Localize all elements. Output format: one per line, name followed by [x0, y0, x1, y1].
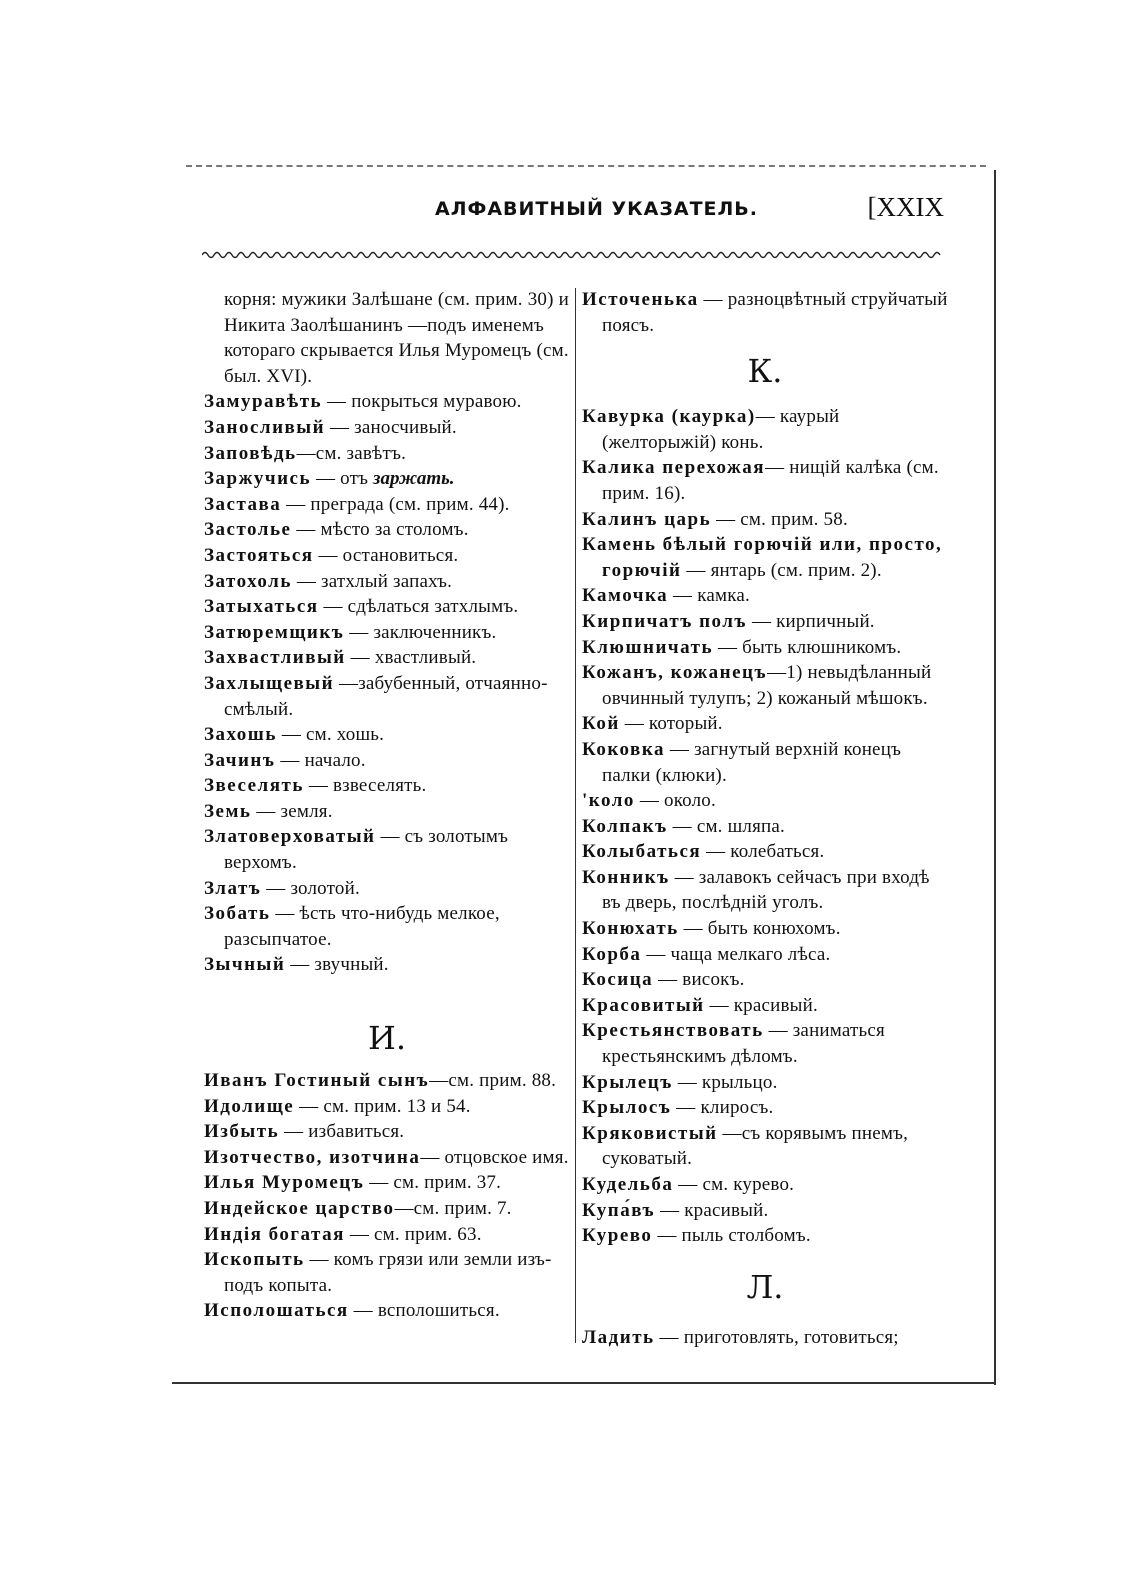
- entry-definition: — хвастливый.: [345, 647, 477, 669]
- index-entry: [204, 722, 570, 748]
- entry-definition: — каурый (желторыжій) конь.: [602, 406, 840, 453]
- index-entry: [582, 1070, 948, 1096]
- entry-headword: Курево: [582, 1225, 653, 1247]
- index-entry: [582, 737, 948, 788]
- entry-headword: Источенька: [582, 289, 699, 310]
- section-letter-k: К.: [747, 352, 783, 391]
- index-entry: [204, 1298, 570, 1324]
- entry-definition: — быть конюхомъ.: [678, 918, 841, 940]
- index-entry: [204, 620, 570, 646]
- index-entry: [204, 1119, 570, 1145]
- entry-headword: Колпакъ: [582, 815, 668, 837]
- entry-definition: —см. прим. 88.: [429, 1070, 557, 1092]
- entry-definition: — около.: [634, 790, 716, 812]
- index-entry: [582, 532, 948, 583]
- entry-definition: — золотой.: [261, 877, 360, 899]
- entry-definition: —см. завѣтъ.: [296, 442, 407, 464]
- index-entry: [582, 609, 948, 635]
- entry-definition: —см. прим. 7.: [394, 1198, 512, 1219]
- entry-headword: Крылецъ: [582, 1071, 673, 1093]
- section-letter-i: И.: [367, 1019, 407, 1058]
- index-entry: [204, 952, 570, 978]
- left-column: [204, 287, 570, 1324]
- entry-definition: — кирпичный.: [747, 610, 875, 632]
- entry-headword: Конникъ: [582, 866, 670, 888]
- entry-definition: — остановиться.: [313, 544, 459, 566]
- entry-headword: Корба: [582, 943, 642, 965]
- entry-definition: — взвеселять.: [303, 775, 427, 797]
- index-entry: [582, 660, 948, 711]
- index-entry: [582, 287, 948, 338]
- entry-definition: — земля.: [251, 800, 333, 822]
- entry-definition: — камка.: [668, 585, 750, 607]
- entry-definition: — см. прим. 63.: [344, 1223, 482, 1245]
- index-entry: [204, 671, 570, 722]
- entry-headword: Купа́въ: [582, 1199, 656, 1221]
- running-header: [200, 192, 960, 232]
- index-entry: [204, 1196, 570, 1222]
- index-entry: [582, 1018, 948, 1069]
- entry-definition: —съ корявымъ пнемъ, суковатый.: [602, 1122, 909, 1170]
- entry-headword: Индейское царство: [204, 1198, 395, 1219]
- entry-definition: — см. курево.: [673, 1174, 795, 1195]
- entry-headword: Заносливый: [204, 416, 326, 438]
- index-entry: [582, 1325, 948, 1351]
- wavy-rule-ornament: [202, 248, 942, 262]
- entry-headword: Кирпичатъ полъ: [582, 610, 748, 632]
- entry-definition: — мѣсто за столомъ.: [291, 519, 469, 541]
- entry-headword: Затохоль: [204, 570, 292, 592]
- entry-headword: Индія богатая: [204, 1223, 345, 1245]
- entry-headword: Кой: [582, 713, 620, 735]
- index-entry: [204, 415, 570, 441]
- entry-definition: — затхлый запахъ.: [291, 570, 453, 592]
- entry-definition: —забубенный, отчаянно-смѣлый.: [224, 672, 548, 720]
- entry-headword: Иванъ Гостиный сынъ: [204, 1070, 430, 1092]
- entry-definition: — колебаться.: [701, 841, 825, 863]
- entry-definition: — високъ.: [653, 969, 745, 991]
- entry-headword: Кожанъ, кожанецъ: [582, 662, 768, 684]
- index-entry: [582, 1095, 948, 1121]
- index-entry: [582, 711, 948, 737]
- entry-headword: Камочка: [582, 585, 669, 607]
- entry-definition: — чаща мелкаго лѣса.: [641, 943, 831, 965]
- entry-headword: Захошь: [204, 724, 277, 746]
- index-entry: [204, 1247, 570, 1298]
- index-entry: [204, 389, 570, 415]
- entry-headword: Застолье: [204, 519, 292, 541]
- entry-headword: Замуравѣть: [204, 391, 323, 413]
- index-entry: [204, 594, 570, 620]
- index-entry: [204, 1170, 570, 1196]
- entry-headword: Застояться: [204, 544, 314, 566]
- entry-definition: — см. прим. 58.: [711, 508, 848, 530]
- index-entry: [582, 916, 948, 942]
- entry-definition: — отъ: [311, 468, 374, 490]
- index-entry: [204, 645, 570, 671]
- entry-headword: Кудельба: [582, 1174, 674, 1195]
- entry-definition: — звучный.: [285, 954, 389, 976]
- entry-definition: корня: мужики Залѣшане (см. прим. 30) и Никита Заолѣшанинъ —подъ именемъ котораго скрывается Илья Муромецъ (см. был. XVI).: [224, 289, 569, 387]
- index-entry: [204, 287, 570, 389]
- entry-headword: Конюхать: [582, 918, 679, 940]
- entry-definition: — всполошиться.: [348, 1300, 500, 1322]
- index-entry: [204, 1094, 570, 1120]
- entry-list-k: [582, 404, 948, 1249]
- index-entry: [204, 824, 570, 875]
- entry-headword: Калика перехожая: [582, 457, 766, 479]
- entry-headword: Зычный: [204, 954, 286, 976]
- entry-definition: — красивый.: [704, 994, 818, 1016]
- entry-headword: Заржучись: [204, 468, 312, 490]
- index-entry: [204, 876, 570, 902]
- entry-definition: — см. прим. 37.: [364, 1172, 502, 1194]
- entry-definition: — сдѣлаться затхлымъ.: [318, 596, 519, 618]
- index-entry: [204, 492, 570, 518]
- entry-headword: Изотчество, изотчина: [204, 1146, 421, 1168]
- index-entry: [582, 455, 948, 506]
- index-entry: [204, 901, 570, 952]
- entry-headword: Колыбаться: [582, 841, 702, 863]
- index-entry: [582, 942, 948, 968]
- index-entry: [582, 993, 948, 1019]
- entry-definition: — который.: [619, 713, 723, 735]
- entry-definition: — быть клюшникомъ.: [713, 636, 902, 658]
- entry-headword: Ладить: [582, 1326, 655, 1348]
- index-entry: [582, 788, 948, 814]
- index-entry: [204, 543, 570, 569]
- page-title: АЛФАВИТНЫЙ УКАЗАТЕЛЬ.: [435, 198, 758, 220]
- entry-definition: — см. шляпа.: [667, 815, 785, 837]
- entry-definition: — нищій калѣка (см. прим. 16).: [602, 457, 939, 504]
- entry-definition: — заключенникъ.: [344, 621, 497, 643]
- entry-list-z: [204, 287, 570, 978]
- index-entry: [582, 507, 948, 533]
- entry-definition: — пыль столбомъ.: [652, 1225, 811, 1247]
- index-entry: [204, 1222, 570, 1248]
- index-entry: [582, 839, 948, 865]
- index-entry: [582, 865, 948, 916]
- entry-definition: — отцовское имя.: [420, 1146, 569, 1168]
- index-entry: [204, 1068, 570, 1094]
- entry-definition: — начало.: [275, 749, 366, 771]
- index-entry: [582, 583, 948, 609]
- entry-headword: Захлыщевый: [204, 672, 335, 694]
- index-entry: [204, 1145, 570, 1171]
- right-frame-line: [994, 170, 996, 1385]
- entry-headword: Златъ: [204, 877, 262, 899]
- entry-italic-word: заржать.: [373, 468, 455, 490]
- entry-definition: — ѣсть что-нибудь мелкое, разсыпчатое.: [224, 903, 500, 950]
- entry-definition: — залавокъ сейчасъ при входѣ въ дверь, послѣдній уголъ.: [602, 866, 930, 914]
- entry-definition: — заносчивый.: [325, 416, 457, 438]
- page-number: [XXIX: [867, 192, 944, 222]
- entry-definition: — крыльцо.: [672, 1071, 778, 1093]
- entry-definition: — комъ грязи или земли изъ-подъ копыта.: [224, 1249, 552, 1296]
- index-entry: [204, 773, 570, 799]
- bottom-frame-line: [172, 1382, 994, 1384]
- entry-headword: Затюремщикъ: [204, 621, 345, 643]
- entry-headword: Кавурка (каурка): [582, 406, 756, 428]
- entry-definition: — съ золотымъ верхомъ.: [224, 826, 509, 874]
- entry-definition: — покрыться муравою.: [322, 391, 522, 413]
- entry-headword: Заповѣдь: [204, 442, 297, 464]
- right-column: [582, 287, 948, 1350]
- entry-definition: — избавиться.: [279, 1121, 405, 1143]
- entry-headword: Крылосъ: [582, 1097, 672, 1119]
- entry-headword: Илья Муромецъ: [204, 1172, 365, 1194]
- entry-definition: —1) невыдѣланный овчинный тулупъ; 2) кожаный мѣшокъ.: [602, 662, 932, 709]
- entry-headword: Исполошаться: [204, 1300, 349, 1322]
- index-entry: [582, 967, 948, 993]
- entry-headword: Калинъ царь: [582, 508, 712, 530]
- entry-headword: Клюшничать: [582, 636, 713, 658]
- entry-headword: Камень бѣлый горючій или, просто, горючій: [582, 534, 943, 581]
- entry-headword: Крестьянствовать: [582, 1020, 764, 1042]
- index-entry: [582, 814, 948, 840]
- index-entry: [204, 517, 570, 543]
- entry-headword: Звеселять: [204, 775, 304, 797]
- entry-headword: Златоверховатый: [204, 826, 376, 848]
- index-entry: [582, 1198, 948, 1224]
- entry-headword: Ископыть: [204, 1249, 305, 1271]
- entry-definition: — клиросъ.: [671, 1097, 774, 1119]
- index-entry: [582, 1223, 948, 1249]
- entry-definition: — красивый.: [655, 1199, 769, 1221]
- index-entry: [582, 635, 948, 661]
- entry-headword: Зобать: [204, 903, 271, 925]
- entry-definition: — загнутый верхній конецъ палки (клюки).: [602, 738, 902, 786]
- entry-headword: Красовитый: [582, 994, 705, 1016]
- entry-definition: — приготовлять, готовиться;: [654, 1326, 899, 1348]
- entry-headword: Коковка: [582, 738, 665, 760]
- entry-headword: Застава: [204, 493, 282, 515]
- entry-list-l: [582, 1325, 948, 1351]
- entry-list-i: [204, 1068, 570, 1324]
- index-entry: [582, 1172, 948, 1198]
- entry-definition: — заниматься крестьянскимъ дѣломъ.: [602, 1020, 885, 1068]
- index-entry: [204, 466, 570, 492]
- entry-headword: 'коло: [582, 790, 635, 812]
- entry-headword: Затыхаться: [204, 596, 319, 618]
- entry-headword: Зачинъ: [204, 749, 276, 771]
- entry-headword: Земь: [204, 800, 252, 822]
- entry-definition: — преграда (см. прим. 44).: [281, 493, 510, 515]
- index-entry: [204, 799, 570, 825]
- index-entry: [204, 569, 570, 595]
- entry-headword: Идолище: [204, 1095, 295, 1117]
- index-entry: [204, 441, 570, 467]
- index-entry: [204, 748, 570, 774]
- column-divider: [575, 288, 576, 1343]
- entry-definition: — разноцвѣтный струйчатый поясъ.: [602, 289, 948, 336]
- entry-definition: — см. хошь.: [276, 724, 385, 746]
- section-letter-l: Л.: [746, 1267, 784, 1306]
- entry-headword: Кряковистый: [582, 1122, 718, 1144]
- index-entry: [582, 404, 948, 455]
- entry-headword: Захвастливый: [204, 647, 346, 669]
- entry-headword: Косица: [582, 969, 654, 991]
- index-entry: [582, 1121, 948, 1172]
- entry-headword: Избыть: [204, 1121, 280, 1143]
- entry-list-i-cont: [582, 287, 948, 338]
- entry-definition: — янтарь (см. прим. 2).: [681, 559, 882, 581]
- entry-definition: — см. прим. 13 и 54.: [294, 1095, 471, 1117]
- top-dashed-rule: [186, 165, 986, 167]
